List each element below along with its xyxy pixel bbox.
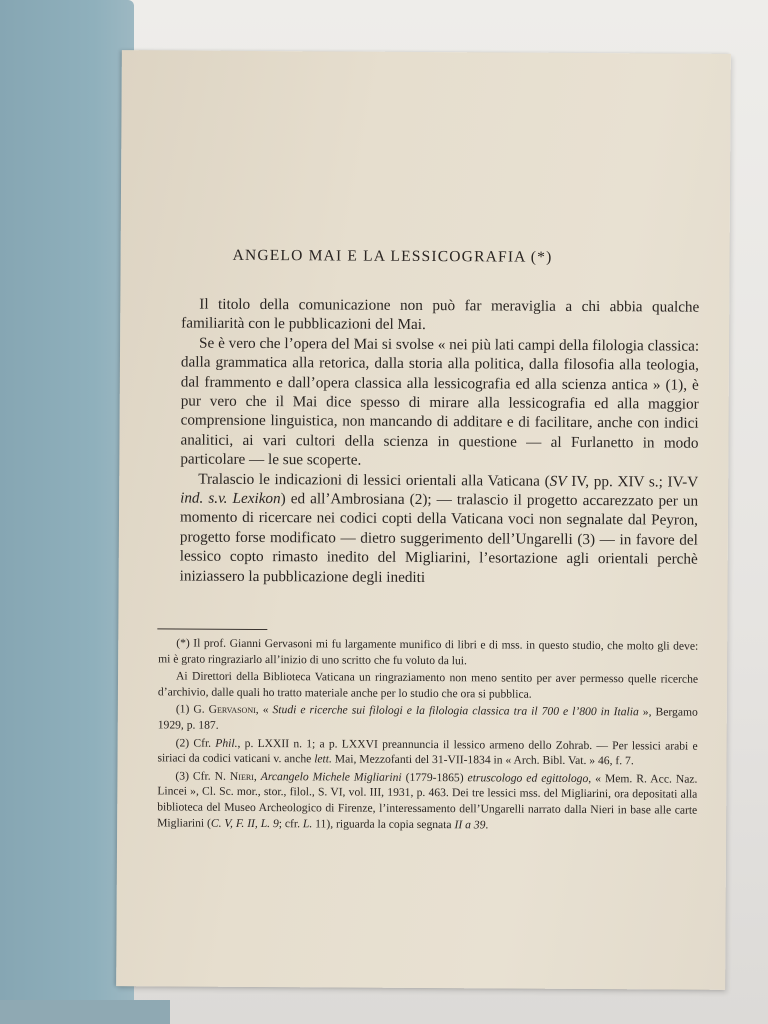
text-run: lett.: [314, 752, 332, 766]
paragraph-3: [180, 469, 699, 589]
text-run: ; cfr.: [278, 816, 303, 830]
page-title: ANGELO MAI E LA LESSICOGRAFIA (*): [232, 246, 553, 266]
footnote-divider: [157, 628, 267, 630]
footnote-star: (*) Il prof. Gianni Gervasoni mi fu largamente munifico di libri e di mss. in questo studio, che molto gli deve: mi è grato ringraziarlo all’inizio di uno scritto che fu voluto da lui.: [158, 636, 699, 667]
footnote-star-continued: Ai Direttori della Biblioteca Vaticana un ringraziamento non meno sentito per aver permesso quelle ricerche d’archivio, dalle quali ho tratto materiale anche per lo studio che ora si pubblica.: [157, 669, 699, 701]
text-run: (3) Cfr. N.: [175, 769, 230, 783]
footnotes: [157, 635, 698, 835]
book-cover-edge: [0, 1000, 170, 1024]
text-run: ) ed all’Ambrosiana (2); — tralascio il progetto accarezzato per un momento di ricercare nei codici copti della Vaticana voci non segnalate dal Peyron, progetto forse modificato — dietro suggerimento dell’Ungarelli (3) — in favore del lessico copto rimasto inedito del Migliarini, l’esortazione agli orientali perchè iniziassero la pubblicazione degli inediti: [179, 490, 699, 586]
text-run: .: [485, 817, 489, 831]
text-run: Gervasoni: [208, 703, 256, 717]
text-run: Mai, Mezzofanti del 31-VII-1834 in « Arch. Bibl. Vat. » 46, f. 7.: [331, 752, 634, 768]
text-run: ,: [253, 769, 261, 783]
paragraph-1: Il titolo della comunicazione non può far meraviglia a chi abbia qualche familiarità con le pubblicazioni del Mai.: [181, 295, 700, 334]
text-run: C. V, F. II, L. 9: [210, 816, 279, 830]
text-run: Phil.: [215, 736, 238, 750]
text-run: », Bergamo 1929, p. 187.: [157, 705, 698, 732]
text-run: Studi e ricerche sui filologi e la filologia classica tra il 700 e l’800 in Italia: [272, 703, 639, 719]
book-cover: [0, 0, 134, 1024]
footnote-3: [157, 768, 697, 834]
document-page: [116, 50, 731, 990]
text-run: (1) G.: [175, 702, 209, 717]
text-run: II a 39: [454, 817, 486, 831]
text-run: 11), riguarda la copia segnata: [312, 816, 455, 831]
main-text: [180, 295, 700, 589]
text-run: ind. s.v. Lexikon: [180, 489, 281, 508]
text-run: SV: [549, 472, 567, 490]
footnote-2: [157, 735, 697, 769]
footnote-1: [158, 702, 698, 736]
text-run: (2) Cfr.: [175, 736, 216, 750]
text-run: (1779-1865): [401, 770, 468, 785]
text-run: IV, pp. XIV s.; IV-V: [566, 472, 699, 491]
text-run: Tralascio le indicazioni di lessici orientali alla Vaticana (: [198, 470, 550, 490]
text-run: L.: [302, 816, 313, 830]
text-run: , «: [255, 703, 273, 717]
text-run: , p. LXXII n. 1; a p. LXXVI preannuncia il lessico armeno dello Zohrab. — Per lessici arabi e siriaci da codici vaticani v. anche: [157, 736, 698, 766]
paragraph-2: Se è vero che l’opera del Mai si svolse « nei più lati campi della filologia classica: dalla grammatica alla retorica, dalla storia alla politica, dalla filosofia alla teologia, dal frammento e dall’opera classica alla lessicografia ed alla scienza antica » (1), è pur vero che il Mai dice spesso di mirare alla lessicografia ed alla maggior comprensione linguistica, non mancando di additare e di facilitare, anche con indici analitici, ai vari cultori della scienza in questione — al Furlanetto in modo particolare — le sue scoperte.: [180, 334, 700, 469]
text-run: Arcangelo Michele Migliarini: [260, 769, 402, 784]
text-run: etruscologo ed egittologo: [467, 771, 589, 785]
text-run: Nieri: [229, 769, 254, 783]
text-run: , « Mem. R. Acc. Naz. Lincei », Cl. Sc. mor., stor., filol., S. VI, vol. III, 1931, p. 463. Dei tre lessici mss. del Migliarini, ora depositati alla biblioteca del Museo Archeologico di Firenze, l’interessamento dell’Ungarelli narrato dalla Nieri in base alle carte Migliarini (: [157, 771, 698, 830]
